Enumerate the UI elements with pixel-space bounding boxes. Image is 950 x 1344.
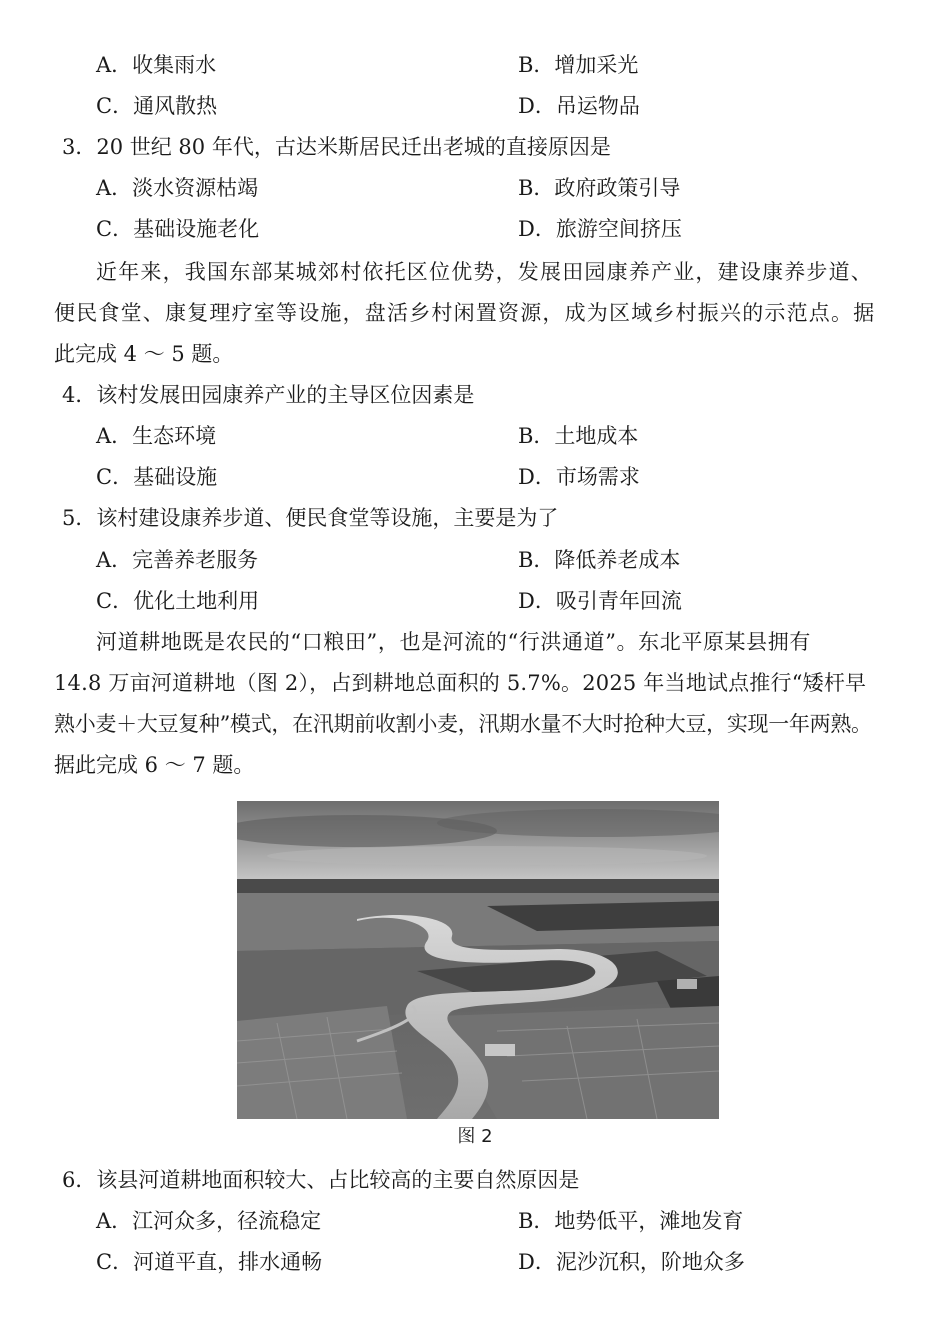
q5-stem: 5．该村建设康养步道、便民食堂等设施，主要是为了 [62, 506, 559, 530]
q6-stem: 6．该县河道耕地面积较大、占比较高的主要自然原因是 [62, 1168, 580, 1192]
passage-6-7-line-3: 熟小麦＋大豆复种”模式，在汛期前收割小麦，汛期水量不大时抢种大豆，实现一年两熟。 [54, 712, 872, 736]
q5-option-b: B．降低养老成本 [518, 548, 681, 572]
q6-option-b: B．地势低平，滩地发育 [518, 1209, 744, 1233]
passage-4-5-line-1: 近年来，我国东部某城郊村依托区位优势，发展田园康养产业，建设康养步道、 [96, 260, 873, 284]
q4-stem: 4．该村发展田园康养产业的主导区位因素是 [62, 383, 475, 407]
passage-6-7-line-2: 14.8 万亩河道耕地（图 2），占到耕地总面积的 5.7%。2025 年当地试点推行“矮杆早 [54, 671, 867, 695]
q4-option-d: D．市场需求 [518, 465, 640, 489]
q2-option-a: A．收集雨水 [96, 53, 217, 77]
river-farmland-photo [237, 801, 719, 1119]
q5-option-d: D．吸引青年回流 [518, 589, 682, 613]
figure-caption: 图 2 [457, 1126, 493, 1147]
q2-option-b: B．增加采光 [518, 53, 639, 77]
q3-option-c: C．基础设施老化 [96, 217, 260, 241]
q3-stem: 3．20 世纪 80 年代，古达米斯居民迁出老城的直接原因是 [62, 135, 611, 159]
q2-option-d: D．吊运物品 [518, 94, 640, 118]
q6-option-c: C．河道平直，排水通畅 [96, 1250, 323, 1274]
q3-option-d: D．旅游空间挤压 [518, 217, 682, 241]
passage-4-5-line-3: 此完成 4 ～ 5 题。 [54, 342, 234, 366]
q3-option-b: B．政府政策引导 [518, 176, 681, 200]
q4-option-b: B．土地成本 [518, 424, 639, 448]
q3-option-a: A．淡水资源枯竭 [96, 176, 259, 200]
q6-option-d: D．泥沙沉积，阶地众多 [518, 1250, 745, 1274]
q2-option-c: C．通风散热 [96, 94, 218, 118]
passage-6-7-line-4: 据此完成 6 ～ 7 题。 [54, 753, 255, 777]
q4-option-a: A．生态环境 [96, 424, 217, 448]
q5-option-a: A．完善养老服务 [96, 548, 259, 572]
passage-4-5-line-2: 便民食堂、康复理疗室等设施，盘活乡村闲置资源，成为区域乡村振兴的示范点。据 [54, 301, 876, 325]
q6-option-a: A．江河众多，径流稳定 [96, 1209, 322, 1233]
passage-6-7-line-1: 河道耕地既是农民的“口粮田”，也是河流的“行洪通道”。东北平原某县拥有 [96, 630, 811, 654]
q4-option-c: C．基础设施 [96, 465, 218, 489]
q5-option-c: C．优化土地利用 [96, 589, 260, 613]
